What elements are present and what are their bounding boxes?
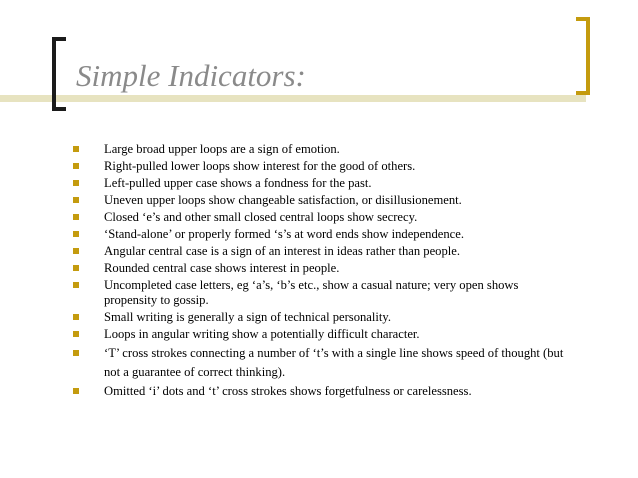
square-bullet-icon (73, 314, 79, 320)
bullet-text: Angular central case is a sign of an interest in ideas rather than people. (104, 244, 460, 258)
bullet-item (73, 261, 573, 276)
title-band (0, 95, 586, 102)
square-bullet-icon (73, 146, 79, 152)
bullet-item (73, 227, 573, 242)
square-bullet-icon (73, 265, 79, 271)
square-bullet-icon (73, 248, 79, 254)
bullet-item (73, 193, 573, 208)
bullet-text: Closed ‘e’s and other small closed central loops show secrecy. (104, 210, 418, 224)
right-bracket-decoration (576, 17, 590, 95)
bullet-item (73, 159, 573, 174)
bullet-item (73, 244, 573, 259)
bullet-item (73, 382, 573, 401)
square-bullet-icon (73, 350, 79, 356)
bullet-item (73, 278, 573, 308)
bullet-item (73, 327, 573, 342)
square-bullet-icon (73, 282, 79, 288)
bullet-text: Small writing is generally a sign of technical personality. (104, 310, 392, 324)
square-bullet-icon (73, 163, 79, 169)
bullet-text: Rounded central case shows interest in people. (104, 261, 340, 275)
bullet-text: Left-pulled upper case shows a fondness for the past. (104, 176, 372, 190)
bullet-text: Uncompleted case letters, eg ‘a’s, ‘b’s etc., show a casual nature; very open shows propensity to gossip. (104, 278, 519, 307)
left-bracket-decoration (52, 37, 66, 111)
bullet-text: Omitted ‘i’ dots and ‘t’ cross strokes shows forgetfulness or carelessness. (104, 384, 472, 398)
bullet-item (73, 344, 573, 382)
bullet-item (73, 210, 573, 225)
slide-title: Simple Indicators: (76, 58, 306, 93)
bullet-list (73, 142, 573, 401)
square-bullet-icon (73, 197, 79, 203)
bullet-text: ‘T’ cross strokes connecting a number of ‘t’s with a single line shows speed of thought (but not a guarantee of correct thinking). (104, 346, 564, 379)
bullet-item (73, 142, 573, 157)
bullet-text: Large broad upper loops are a sign of emotion. (104, 142, 340, 156)
bullet-text: Uneven upper loops show changeable satisfaction, or disillusionement. (104, 193, 462, 207)
square-bullet-icon (73, 231, 79, 237)
square-bullet-icon (73, 214, 79, 220)
bullet-item (73, 176, 573, 191)
bullet-item (73, 310, 573, 325)
square-bullet-icon (73, 180, 79, 186)
square-bullet-icon (73, 388, 79, 394)
square-bullet-icon (73, 331, 79, 337)
bullet-text: ‘Stand-alone’ or properly formed ‘s’s at word ends show independence. (104, 227, 464, 241)
bullet-text: Loops in angular writing show a potentially difficult character. (104, 327, 420, 341)
bullet-text: Right-pulled lower loops show interest for the good of others. (104, 159, 416, 173)
